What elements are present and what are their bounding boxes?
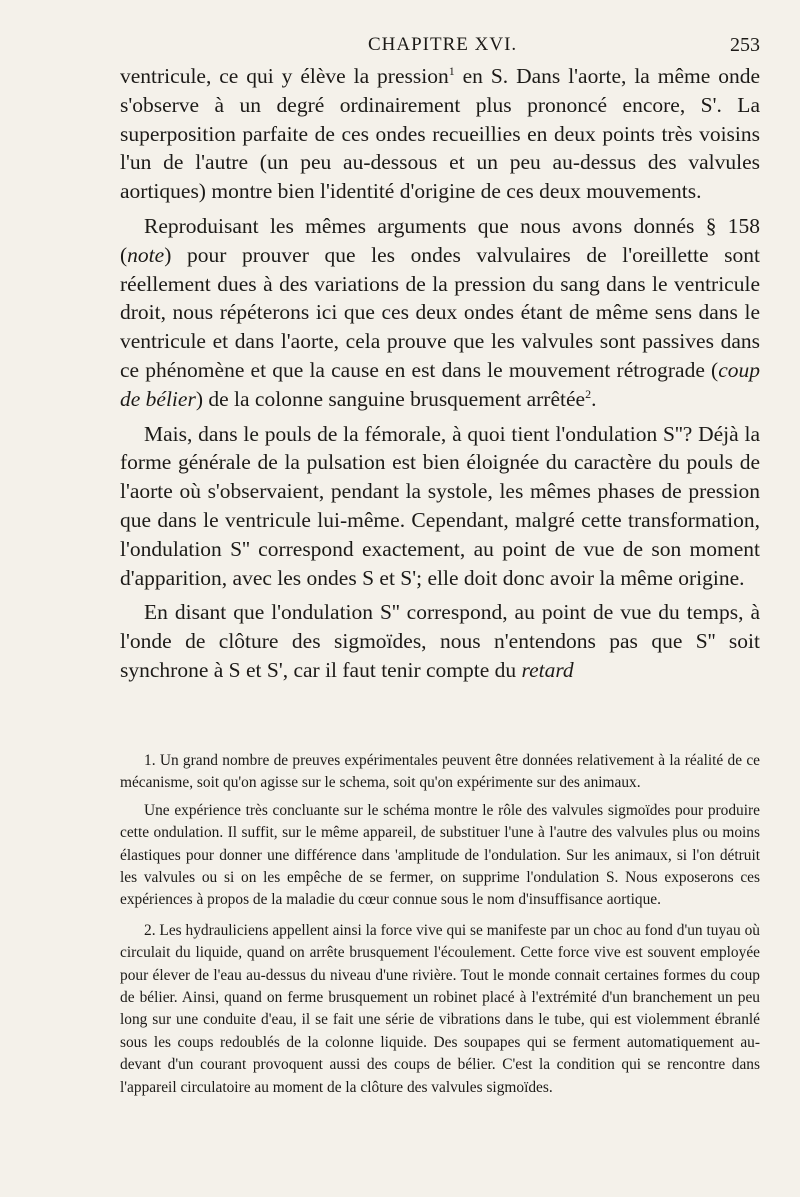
paragraph-text: ventricule, ce qui y élève la pression — [120, 64, 449, 88]
main-text — [120, 62, 760, 691]
paragraph-text: . — [591, 386, 597, 411]
footnote-ref: 1 — [448, 63, 455, 78]
page-number: 253 — [730, 34, 760, 56]
footnote-ref: 2 — [585, 386, 592, 401]
footnotes — [120, 750, 760, 1104]
chapter-title: CHAPITRE XVI. — [368, 34, 518, 55]
paragraph-text: ) de la colonne sanguine brusquement arrêtée — [195, 386, 586, 411]
paragraph-text: ) pour prouver que les ondes valvulaires de l'oreillette sont réellement dues à des variations de la pression du sang dans le ventricule droit, nous répéterons ici que ces deux ondes étant de même sens dans le ventricule et dans l'aorte, cela prouve que les valvules sont passives dans ce phénomène et que la cause en est dans le mouvement rétrograde ( — [120, 242, 760, 382]
paragraph-text: en S. Dans l'aorte, la même onde s'observe à un degré ordinairement plus prononcé encore, S'. La superposition parfaite de ces ondes recueillies en deux points très voisins l'un de l'autre (un peu au-dessous et un peu au-dessus des valvules aortiques) montre bien l'identité d'origine de ces deux mouvements. — [120, 64, 760, 204]
italic-text: retard — [521, 657, 574, 682]
paragraph — [120, 62, 760, 206]
footnote: Une expérience très concluante sur le schéma montre le rôle des valvules sigmoïdes pour produire cette ondulation. Il suffit, sur le même appareil, de substituer l'une à l'autre des valvules plus ou moins élastiques pour donner une différence dans 'amplitude de l'ondulation. Sur les animaux, si l'on détruit les valvules ou si on les empêche de se fermer, on supprime l'ondulation S. Nous exposerons ces expériences à propos de la maladie du cœur connue sous le nom d'insuffisance aortique. — [120, 801, 760, 909]
paragraph-text: Reproduisant les mêmes arguments que nous avons donnés § 158 ( — [120, 213, 760, 267]
running-header — [120, 30, 760, 58]
paragraph-text: En disant que l'ondulation S'' correspond, au point de vue du temps, à l'onde de clôture des sigmoïdes, nous n'entendons pas que S'' soit synchrone à S et S', car il faut tenir compte du — [120, 600, 760, 682]
paragraph: Mais, dans le pouls de la fémorale, à quoi tient l'ondulation S''? Déjà la forme générale de la pulsation est bien éloignée du caractère du pouls de l'aorte où s'observaient, pendant la systole, les mêmes phases de pression que dans le ventricule lui-même. Cependant, malgré cette transformation, l'ondulation S'' correspond exactement, au point de vue de son moment d'apparition, avec les ondes S et S'; elle doit donc avoir la même origine. — [120, 421, 760, 590]
paragraph — [120, 598, 760, 684]
italic-text: coup de bélier — [120, 357, 760, 411]
footnote: 1. Un grand nombre de preuves expérimentales peuvent être données relativement à la réalité de ce mécanisme, soit qu'on agisse sur le schema, soit qu'on expérimente sur des animaux. — [120, 752, 760, 792]
footnote: 2. Les hydrauliciens appellent ainsi la force vive qui se manifeste par un choc au fond d'un tuyau où circulait du liquide, quand on arrête brusquement l'écoulement. Cette force vive est souvent employée pour élever de l'eau au-dessus du niveau d'une rivière. Tout le monde connait certaines formes du coup de bélier. Ainsi, quand on ferme brusquement un robinet placé à l'extrémité d'un branchement un peu long sur une conduite d'eau, il se fait une série de vibrations dans le tube, qui est violemment ébranlé sous les coups redoublés de la colonne liquide. Des soupapes qui se ferment automatiquement au-devant d'un courant provoquent aussi des coups de bélier. C'est la condition qui se rencontre dans l'appareil circulatoire au moment de la clôture des valvules sigmoïdes. — [120, 921, 760, 1096]
italic-text: note — [127, 242, 165, 267]
paragraph — [120, 212, 760, 414]
